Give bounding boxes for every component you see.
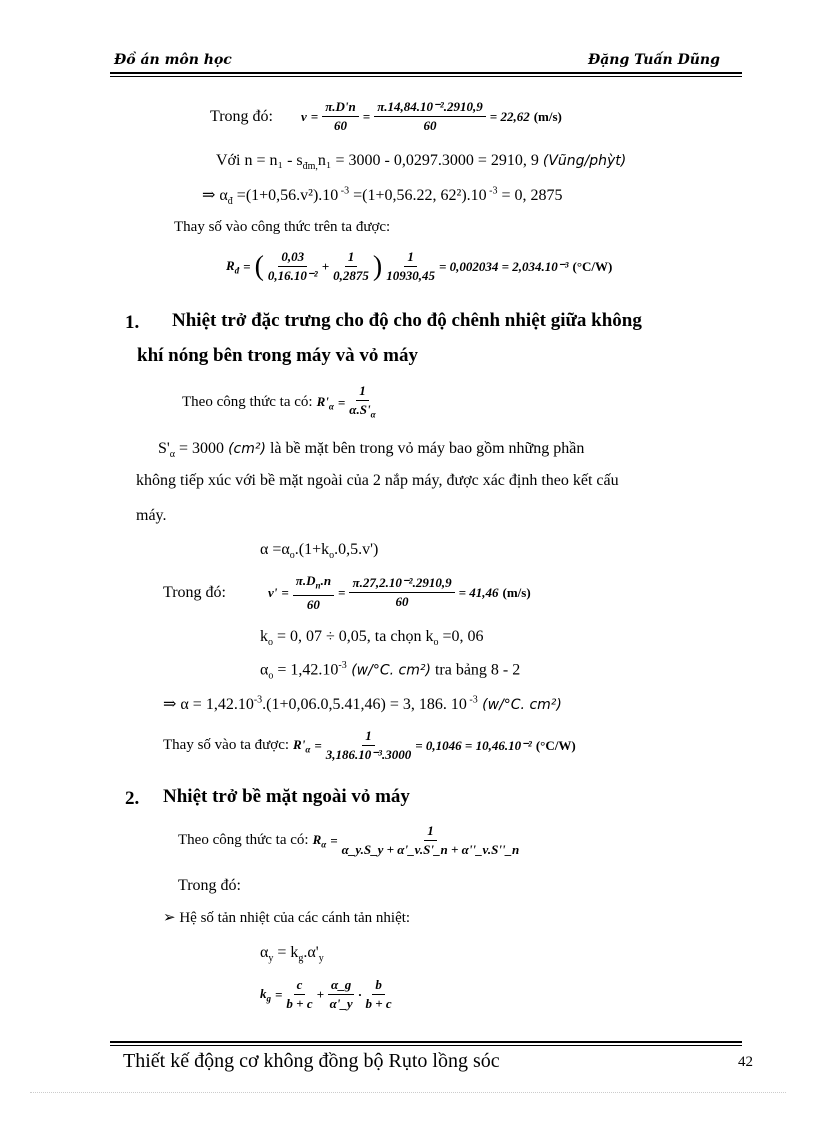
section-2-title: Nhiệt trở bề mặt ngoài vỏ máy bbox=[163, 786, 410, 807]
formula-r-alpha-result: Thay số vào ta được: $R'_\alpha$ = $\frac{1}{\text{3,186.10⁻³.3000}}$ = 0,1046 = 10,46.10⁻² (°C/W) bbox=[163, 728, 576, 762]
header-rule-thin bbox=[110, 76, 742, 77]
where-text: Trong đó: bbox=[178, 877, 241, 894]
arrow-bullet-icon: ➢ bbox=[163, 910, 176, 926]
section-1-number: 1. bbox=[125, 312, 140, 333]
section-1-title-line1: Nhiệt trở đặc trưng cho độ cho độ chênh nhiệt giữa không bbox=[172, 310, 642, 331]
ko-line: $k_o = 0$, 07 ÷ 0,05, ta chọn $k_o =0$, 06 bbox=[260, 628, 484, 649]
page-edge-rule bbox=[30, 1092, 786, 1093]
footer-rule bbox=[110, 1041, 742, 1043]
formula-speed: Trong đó: v = $\frac{\pi.D'n}{60}$ = $\frac{\text{π.14,84.10⁻².2910,9}}{60}$ = 22,62 (m/s) bbox=[210, 99, 562, 133]
formula-rd: $R_đ$ = ( $\frac{0,03}{\text{0,16.10⁻²}}$ + $\frac{1}{0,2875}$ ) $\frac{1}{10930,45}$ = 0,002034 = 2,034.10⁻³ (°C/W) bbox=[226, 249, 613, 283]
surface-area-line3: máy. bbox=[136, 507, 167, 524]
bullet-fin-coef: ➢ Hệ số tản nhiệt của các cánh tản nhiệt: bbox=[163, 910, 411, 926]
alpha-formula: $\alpha =\alpha_o.(1+k_o.0,5.v')$ bbox=[260, 541, 379, 562]
speed-calc-line: Với $n = n_1 - s_{đm,}n_1 = 3000 - 0,0297.3000 = 2910$, 9 (Vũng/phỳt) bbox=[216, 152, 627, 173]
formula-v-prime: Trong đó: v' = $\frac{\pi.D_n.n}{60}$ = $\frac{\text{π.27,2.10⁻².2910,9}}{60}$ = 41,46 (m/s) bbox=[163, 573, 531, 612]
header-left: Đồ án môn học bbox=[114, 52, 232, 68]
page-number: 42 bbox=[738, 1054, 753, 1070]
header-right: Đặng Tuấn Dũng bbox=[588, 52, 720, 68]
footer-title: Thiết kế động cơ không đồng bộ Rụto lồng sóc bbox=[123, 1050, 500, 1072]
surface-area-line2: không tiếp xúc với bề mặt ngoài của 2 nắp máy, được xác định theo kết cấu bbox=[136, 472, 619, 489]
alpha-d-line: ⇒ $\alpha_đ =(1+0,56.v^2).10$ $^{-3}$ =(1+0,56.22, 62²).10 $^{-3}$ = 0, 2875 bbox=[202, 185, 563, 208]
alpha-o-line: $\alpha_o = 1,42.10^{-3}$ (w/°C. cm²) tra bảng 8 - 2 bbox=[260, 660, 521, 682]
alpha-y-line: $\alpha_y = k_g.\alpha'_y$ bbox=[260, 944, 324, 965]
footer-rule-thin bbox=[110, 1045, 742, 1046]
formula-r-alpha-outer: Theo công thức ta có: $R_\alpha$ = $\frac{1}{\alpha\_y.S\_y + \alpha'\_v.S'\_n + \alpha''\_v.S''\_n}$ bbox=[178, 823, 520, 857]
alpha-result-line: ⇒ $\alpha = 1,42.10^{-3}.(1+0,06.0,5.41,46) = 3$, 186. 10 $^{-3}$ (w/°C. cm²) bbox=[163, 694, 562, 713]
section-2-number: 2. bbox=[125, 788, 140, 809]
header-rule bbox=[110, 72, 742, 74]
formula-kg: $k_g$ = $\frac{c}{b + c}$ + $\frac{\alpha\_g}{\alpha'\_y}$ · $\frac{b}{b + c}$ bbox=[260, 977, 392, 1011]
surface-area-line: $S'_\alpha = 3000$ (cm²) là bề mặt bên trong vỏ máy bao gồm những phần bbox=[158, 440, 585, 461]
substitute-text: Thay số vào công thức trên ta được: bbox=[174, 219, 391, 235]
formula-r-alpha-prime: Theo công thức ta có: $R'_\alpha$ = $\frac{1}{\alpha.S'_\alpha}$ bbox=[182, 383, 376, 420]
section-1-title-line2: khí nóng bên trong máy và vỏ máy bbox=[137, 345, 419, 366]
